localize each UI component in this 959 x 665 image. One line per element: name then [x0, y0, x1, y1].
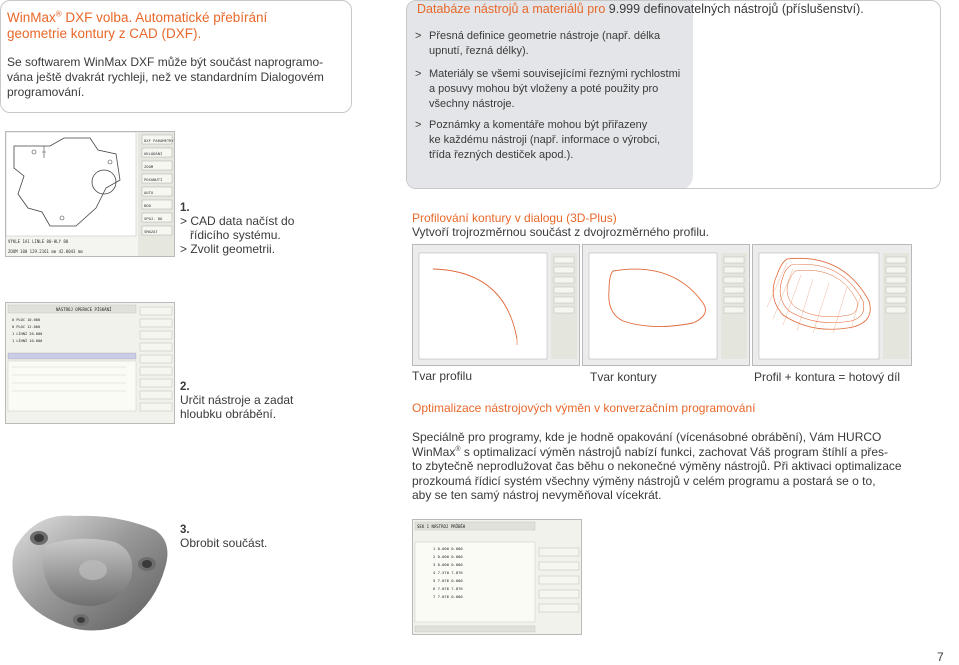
cad-menu-item[interactable]: BOD: [144, 203, 151, 208]
tool-change-row: 7 7.876 0.000: [433, 594, 463, 599]
tool-change-row: 1 0.000 0.000: [433, 546, 463, 551]
step-2: [180, 381, 350, 421]
bullet-line: Materiály se všemi souvisejícími řeznými rychlostmi: [429, 68, 681, 80]
step-line: > Zvolit geometrii.: [180, 242, 276, 256]
database-title-orange: Databáze nástrojů a materiálů pro: [417, 2, 606, 16]
optimization-line: to zbytečně neprodlužovat čas běhu o nekonečné výměny nástrojů. Při aktivaci optimalizace: [412, 459, 902, 473]
finished-part-screen: [752, 244, 912, 366]
tool-change-row: 4 7.570 7.876: [433, 570, 463, 575]
intro-body-line: vána ještě dvakrát rychleji, než ve standardním Dialogovém: [7, 70, 324, 84]
bullet-marker: >: [415, 68, 422, 80]
intro-title: [7, 10, 337, 42]
contour-shape-drawing: [583, 245, 750, 366]
bullet-line: ke každému nástroji (např. informace o výrobci,: [429, 134, 661, 146]
database-title-rest: 9.999 definovatelných nástrojů (příslušenství).: [605, 2, 864, 16]
cad-screen: [5, 131, 175, 257]
database-bullet-2: [415, 67, 690, 112]
machined-part-photo: [5, 508, 175, 638]
profiling-subtitle: Vytvoří trojrozměrnou součást z dvojrozměrného profilu.: [412, 225, 710, 239]
database-bullet-3: [415, 118, 690, 163]
bullet-line: Poznámky a komentáře mohou být přiřazeny: [429, 119, 648, 131]
contour-shape-screen: [582, 244, 750, 366]
caption-contour-shape: Tvar kontury: [590, 370, 657, 384]
cad-status-text: VÝKLE 1A1 LINLE 80-HLY 80: [8, 239, 69, 244]
step-line: hloubku obrábění.: [180, 407, 277, 421]
cad-menu-item[interactable]: ZOOM: [144, 164, 154, 169]
caption-profile-shape: Tvar profilu: [412, 369, 473, 383]
caption-finished-part: Profil + kontura = hotový díl: [754, 370, 901, 384]
step-number: 2.: [180, 381, 190, 393]
step-line: > CAD data načíst do: [180, 214, 295, 228]
tool-row: 1 LÍHNÍ 10.000: [12, 339, 43, 343]
tool-change-header: SEK 1 NÁSTROJ PRŮBĚH: [417, 524, 466, 529]
step-1: [180, 202, 350, 256]
tool-change-row: 6 7.876 7.876: [433, 586, 463, 591]
cad-menu-item[interactable]: DXF PARAMETRY: [144, 138, 174, 143]
tool-change-row: 2 0.000 0.000: [433, 554, 463, 559]
optimization-line: prozkoumá řídicí systém všechny výměny nástrojů v celém programu a postará se o to,: [412, 473, 876, 488]
database-bullet-1: [415, 29, 690, 59]
cad-drawing: [6, 132, 175, 257]
tool-change-drawing: [413, 520, 582, 635]
optimization-body: [412, 430, 952, 503]
profile-shape-drawing: [413, 245, 580, 366]
intro-body: [7, 55, 343, 100]
step-number: 1.: [180, 202, 190, 214]
tool-change-screen: [412, 519, 582, 635]
cad-menu-item[interactable]: AUTO: [144, 190, 154, 195]
database-box: [406, 0, 941, 189]
bullet-line: Přesná definice geometrie nástroje (např. délka: [429, 30, 661, 42]
optimization-line: s optimalizací výměn nástrojů nabízí funkci, zachovat Váš program štíhlí a přes-: [460, 444, 889, 459]
bullet-marker: >: [415, 119, 422, 131]
tool-change-row: 5 7.876 0.000: [433, 578, 463, 583]
brand-name: WinMax: [7, 10, 56, 25]
cad-menu-item[interactable]: UKLÁDÁNÍ: [144, 151, 163, 156]
profiling-title: Profilování kontury v dialogu (3D-Plus): [412, 211, 617, 225]
step-line: Určit nástroje a zadat: [180, 393, 294, 407]
step-3: [180, 524, 350, 550]
tool-screen-header: NÁSTROJ OPERACE PÍSKÁNÍ: [56, 307, 112, 312]
registered-mark: ®: [455, 445, 461, 453]
profile-shape-screen: [412, 244, 580, 366]
intro-title-rest: DXF volba. Automatické přebírání: [61, 10, 268, 25]
optimization-line: aby se ten samý nástroj nevyměňoval vícekrát.: [412, 488, 662, 502]
intro-box: [0, 0, 352, 113]
bullet-line: a posuvy mohou být vloženy a poté použity pro: [429, 83, 659, 95]
bullet-marker: >: [415, 30, 422, 42]
bullet-line: všechny nástroje.: [429, 98, 515, 110]
optimization-title: Optimalizace nástrojových výměn v konverzačním programování: [412, 401, 756, 415]
registered-mark: ®: [55, 9, 62, 19]
cad-menu-item[interactable]: SMAZAT: [144, 229, 158, 234]
tool-row: 1 LÍHNÍ 20.000: [12, 332, 43, 336]
finished-part-drawing: [753, 245, 912, 366]
cad-coords-text: ZOOM 100 129.2161 mm 42.0043 mm: [8, 249, 83, 254]
page-number: 7: [937, 650, 944, 664]
optimization-line: Speciálně pro programy, kde je hodně opakování (vícenásobné obrábění), Vám HURCO: [412, 430, 882, 444]
bullet-line: třída řezných destiček apod.).: [429, 149, 574, 161]
cad-menu-item[interactable]: POSUNUTÍ: [144, 177, 163, 182]
cad-menu-item[interactable]: SPOJ. DO: [144, 216, 163, 221]
step-text: [180, 214, 350, 256]
tool-change-row: 3 0.000 0.000: [433, 562, 463, 567]
tool-screen: [5, 302, 175, 424]
tool-screen-drawing: [6, 303, 175, 424]
intro-body-line: Se softwarem WinMax DXF může být součást naprogramo-: [7, 55, 324, 69]
step-text: [180, 393, 350, 421]
step-line: řídicího systému.: [180, 228, 281, 242]
intro-body-line: programování.: [7, 85, 85, 99]
bullet-line: upnutí, řezná délky).: [429, 45, 529, 57]
brand-name: WinMax: [412, 444, 456, 459]
machined-part-image: [5, 508, 175, 638]
step-number: 3.: [180, 524, 190, 536]
tool-row: 0 PLOC 10.000: [12, 318, 41, 322]
database-title: [417, 2, 937, 16]
intro-title-line2: geometrie kontury z CAD (DXF).: [7, 26, 202, 41]
tool-row: 0 PLOC 12.000: [12, 325, 41, 329]
step-text: Obrobit součást.: [180, 536, 268, 550]
